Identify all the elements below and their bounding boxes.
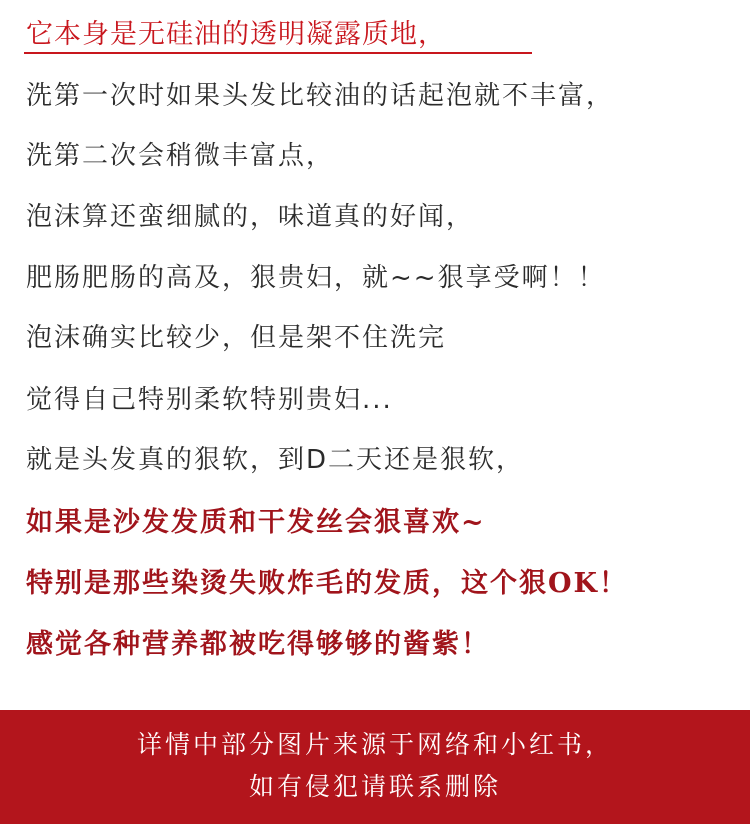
body-line: 肥肠肥肠的高及，狠贵妇，就~~狠享受啊！！ xyxy=(26,263,606,293)
body-line: 泡沫确实比较少，但是架不住洗完 xyxy=(26,323,447,353)
body-line: 洗第一次时如果头发比较油的话起泡就不丰富， xyxy=(26,81,615,111)
body-line: 就是头发真的狠软，到D二天还是狠软， xyxy=(26,445,525,475)
headline-underline xyxy=(24,52,532,54)
highlight-line: 如果是沙发发质和干发丝会狠喜欢~ xyxy=(26,507,486,538)
footer-line: 如有侵犯请联系删除 xyxy=(248,772,501,801)
headline: 它本身是无硅油的透明凝露质地， xyxy=(26,19,446,50)
highlight-line: 特别是那些染烫失败炸毛的发质，这个狠OK！ xyxy=(26,568,628,599)
body-line: 洗第二次会稍微丰富点， xyxy=(26,141,335,171)
body-line: 泡沫算还蛮细腻的，味道真的好闻， xyxy=(26,202,475,232)
footer-line: 详情中部分图片来源于网络和小红书， xyxy=(136,730,613,759)
body-line: 觉得自己特别柔软特别贵妇... xyxy=(26,385,393,415)
highlight-line: 感觉各种营养都被吃得够够的酱紫！ xyxy=(26,629,490,660)
footer-banner xyxy=(0,710,750,824)
